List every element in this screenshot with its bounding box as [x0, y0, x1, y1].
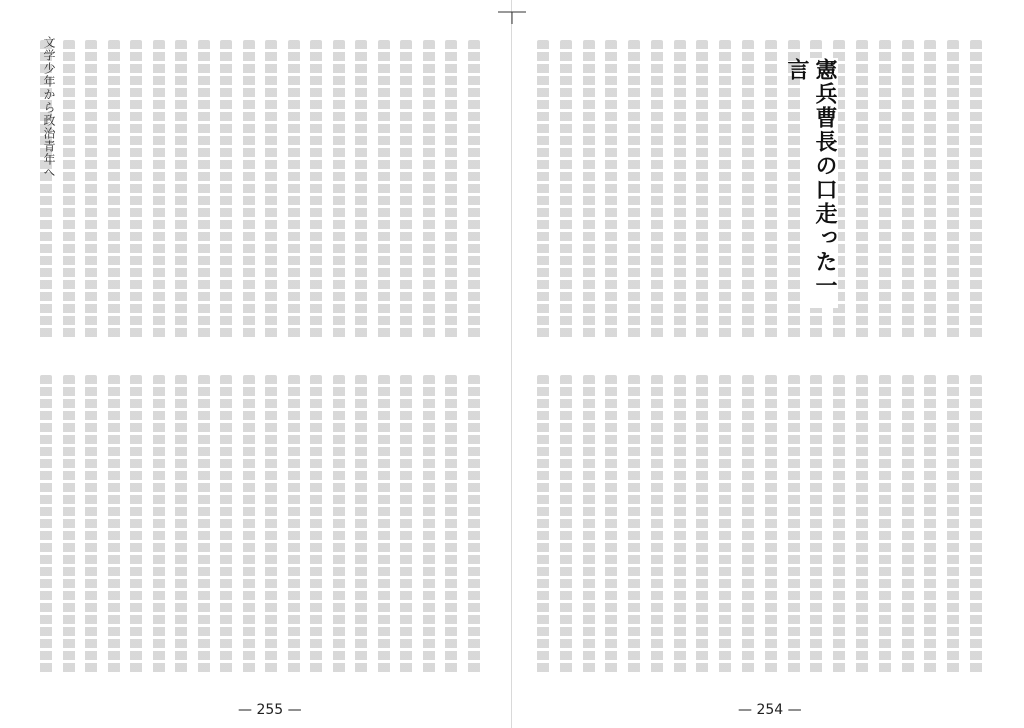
right-page: [512, 0, 1024, 728]
page-number: — 254 —: [738, 702, 802, 718]
section-heading: 憲兵曹長の口走った一言: [810, 58, 838, 308]
body-text-upper: [40, 40, 480, 340]
page-number: — 255 —: [238, 702, 302, 718]
body-text-lower: [40, 375, 480, 675]
running-header: 文学少年から政治青年へ: [42, 36, 56, 179]
body-text-lower: [537, 375, 982, 675]
body-text-upper: [537, 40, 982, 340]
